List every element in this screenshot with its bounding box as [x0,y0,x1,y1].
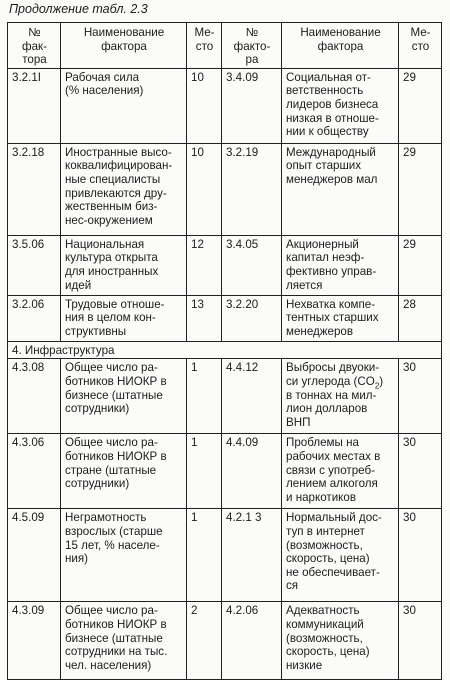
table-row [8,295,442,341]
table-row [8,602,442,680]
factor-place: 29 [399,143,442,235]
header-factor-name-2: Наименование фактора [282,23,399,69]
factor-place: 12 [187,235,222,295]
factor-name: Международный опыт старших менеджеров мал [282,143,399,235]
factor-name: Иностранные высо- коквалифицирован- ные специалисты привлекаются дру- жественным биз- нес-окружением [61,143,187,235]
table-row [8,434,442,509]
factor-number: 3.2.20 [222,295,282,341]
factor-place: 10 [187,68,222,143]
factor-place: 30 [399,602,442,680]
factor-place: 30 [399,509,442,602]
co2-text-a: Выбросы двуоки- си углерода (CO [286,361,380,388]
factor-number: 4.4.09 [222,434,282,509]
factor-name: Адекватность коммуникаций (возможность, скорость, цена) низкие [282,602,399,680]
factor-number: 3.2.19 [222,143,282,235]
table-row [8,143,442,235]
factor-number: 4.2.06 [222,602,282,680]
factor-number: 4.2.1 3 [222,509,282,602]
factor-name: Общее число ра- ботников НИОКР в бизнесе (штатные сотрудники на тыс. чел. населения) [61,602,187,680]
factor-place: 30 [399,359,442,434]
factor-place: 1 [187,509,222,602]
factor-name [282,359,399,434]
factor-place: 30 [399,434,442,509]
factor-name: Нехватка компе- тентных старших менеджеров [282,295,399,341]
header-factor-number: № фак- тора [8,23,61,69]
factor-name: Нормальный дос- туп в интернет (возможность, скорость, цена) не обеспечивает- ся [282,509,399,602]
section-heading: 4. Инфраструктура [8,341,442,359]
table-row [8,359,442,434]
table-row [8,509,442,602]
factor-number: 4.4.12 [222,359,282,434]
factor-number: 3.5.06 [8,235,61,295]
header-place-2: Ме- сто [399,23,442,69]
header-factor-number-2: № факто- ра [222,23,282,69]
factor-name: Проблемы на рабочих местах в связи с употреб- лением алкоголя и наркотиков [282,434,399,509]
factor-name: Общее число ра- ботников НИОКР в стране (штатные сотрудники) [61,434,187,509]
factor-name: Рабочая сила (% населения) [61,68,187,143]
factor-name: Акционерный капитал неэф- фективно управ- ляется [282,235,399,295]
factor-place: 13 [187,295,222,341]
factor-name: Общее число ра- ботников НИОКР в бизнесе (штатные сотрудники) [61,359,187,434]
factor-number: 3.2.1I [8,68,61,143]
header-factor-name: Наименование фактора [61,23,187,69]
co2-subscript: 2 [374,381,380,391]
factor-number: 4.3.06 [8,434,61,509]
factor-number: 4.5.09 [8,509,61,602]
factor-place: 1 [187,434,222,509]
section-row [8,341,442,359]
table-row [8,235,442,295]
factor-place: 1 [187,359,222,434]
factor-name: Трудовые отноше- ния в целом кон- структивны [61,295,187,341]
factor-number: 3.4.05 [222,235,282,295]
header-row [8,23,442,69]
factor-place: 10 [187,143,222,235]
factor-place: 28 [399,295,442,341]
factor-place: 2 [187,602,222,680]
table-caption: Продолжение табл. 2.3 [9,2,148,16]
co2-text-b: ) в тоннах на мил- лион долларов ВНП [286,374,384,429]
factor-number: 3.2.06 [8,295,61,341]
factor-place: 29 [399,68,442,143]
header-place: Ме- сто [187,23,222,69]
factor-number: 4.3.08 [8,359,61,434]
factor-number: 3.4.09 [222,68,282,143]
factor-name: Национальная культура открыта для иностранных идей [61,235,187,295]
table-row [8,68,442,143]
factor-name: Социальная от- ветственность лидеров бизнеса низкая в отноше- нии к обществу [282,68,399,143]
factor-name: Неграмотность взрослых (старше 15 лет, % населе- ния) [61,509,187,602]
factor-number: 3.2.18 [8,143,61,235]
factor-number: 4.3.09 [8,602,61,680]
factor-place: 29 [399,235,442,295]
factor-table [7,22,442,680]
